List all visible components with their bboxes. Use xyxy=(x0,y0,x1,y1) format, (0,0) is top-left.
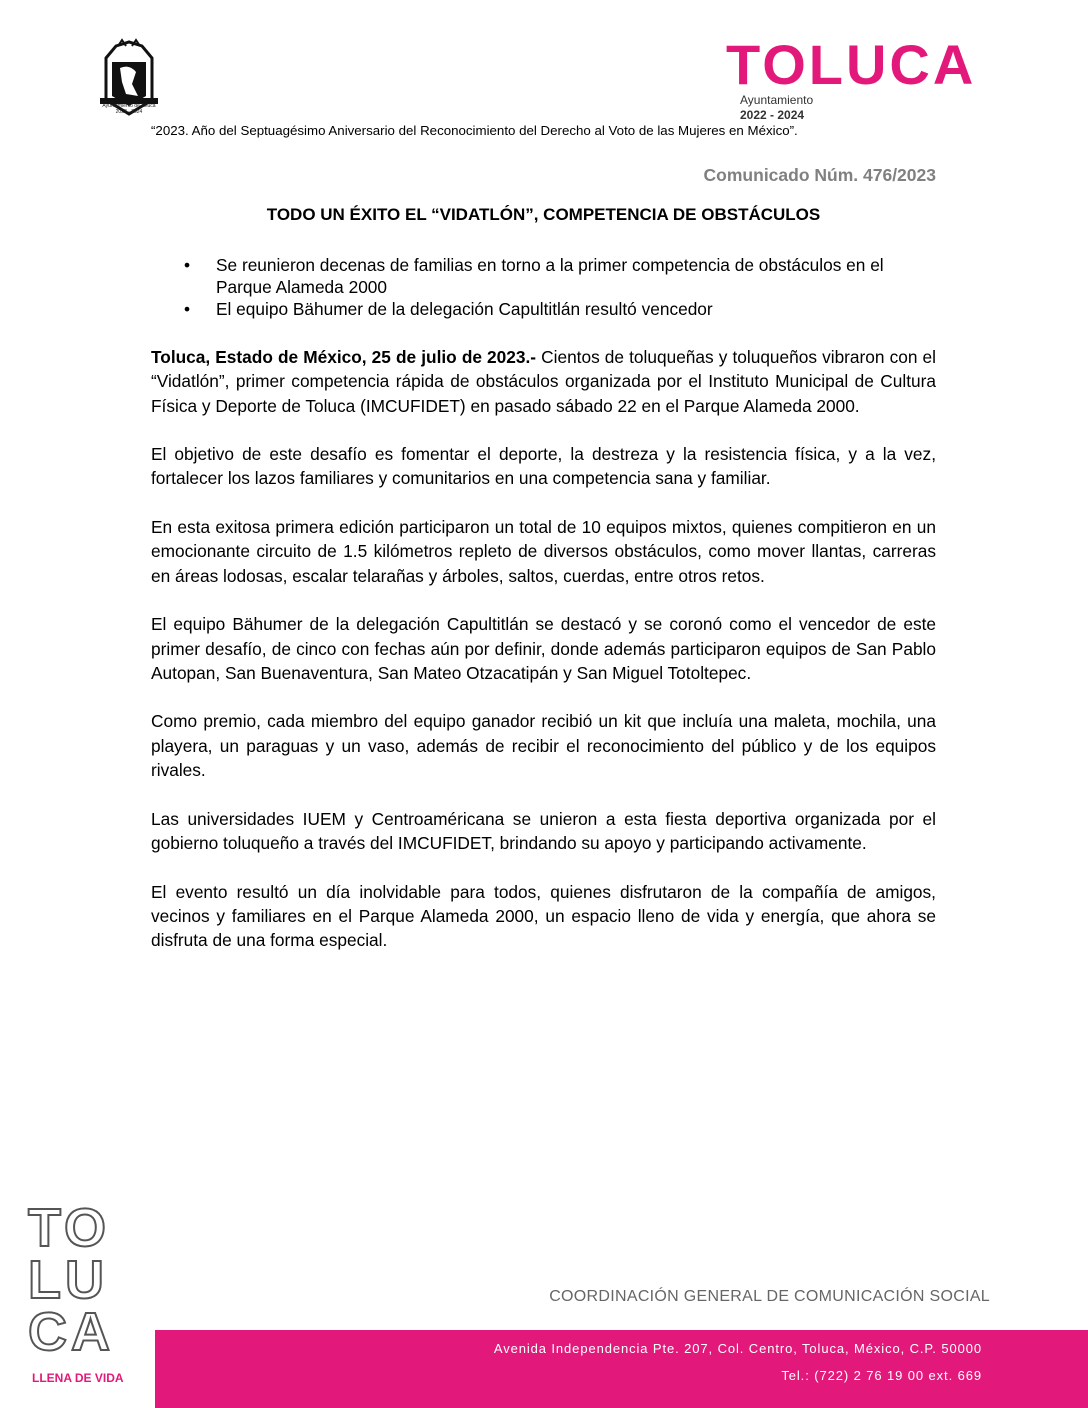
article-body xyxy=(151,345,936,977)
release-number: Comunicado Núm. 476/2023 xyxy=(703,165,936,185)
toluca-footer-logo xyxy=(26,1194,142,1390)
seal-caption-line1: Ayuntamiento de Toluca xyxy=(102,103,156,109)
footer-logo-row2: LU xyxy=(28,1250,108,1310)
footer-logo-row1: TO xyxy=(28,1198,111,1258)
address: Avenida Independencia Pte. 207, Col. Centro, Toluca, México, C.P. 50000 xyxy=(493,1341,982,1356)
phone: Tel.: (722) 2 76 19 00 ext. 669 xyxy=(781,1368,982,1383)
paragraph: Las universidades IUEM y Centroaméricana se unieron a esta fiesta deportiva organizada por el gobierno toluqueño a través del IMCUFIDET, brindando su apoyo y participando activamente. xyxy=(151,808,936,853)
paragraph: En esta exitosa primera edición participaron un total de 10 equipos mixtos, quienes compitieron en un emocionante circuito de 1.5 kilómetros repleto de diversos obstáculos, como mover llantas, carreras en áreas lodosas, escalar telarañas y árboles, saltos, cuerdas, entre otros retos. xyxy=(151,517,936,586)
toluca-logo-word: TOLUCA xyxy=(726,34,977,96)
bullet-item: • Se reunieron decenas de familias en torno a la primer competencia de obstáculos en el Parque Alameda 2000 xyxy=(180,254,940,298)
footer-logo-tagline: LLENA DE VIDA xyxy=(32,1371,124,1385)
year-motto: “2023. Año del Septuagésimo Aniversario del Reconocimiento del Derecho al Voto de las Mujeres en México”. xyxy=(151,123,798,138)
bullet-item: • El equipo Bähumer de la delegación Capultitlán resultó vencedor xyxy=(180,298,940,320)
paragraph: El equipo Bähumer de la delegación Capultitlán se destacó y se coronó como el vencedor de este primer desafío, de cinco con fechas aún por definir, donde además participaron equipos de San Pablo Autopan, San Buenaventura, San Mateo Otzacatipán y San Miguel Totoltepec. xyxy=(151,614,936,683)
toluca-logo-sub1: Ayuntamiento xyxy=(740,93,814,107)
toluca-logo-sub2: 2022 - 2024 xyxy=(740,108,805,122)
paragraph: Como premio, cada miembro del equipo ganador recibió un kit que incluía una maleta, mochila, una playera, un paraguas y un vaso, además de recibir el reconocimiento del público y de los equipos rivales. xyxy=(151,711,936,781)
summary-bullets xyxy=(180,254,940,320)
paragraph xyxy=(151,345,936,418)
seal-caption-line2: 2022 - 2024 xyxy=(115,109,143,115)
footer-logo-row3: CA xyxy=(28,1302,114,1362)
headline: TODO UN ÉXITO EL “VIDATLÓN”, COMPETENCIA DE OBSTÁCULOS xyxy=(266,205,821,224)
seal-caption xyxy=(86,103,172,115)
paragraph: El objetivo de este desafío es fomentar el deporte, la destreza y la resistencia física, y a la vez, fortalecer los lazos familiares y comunitarios en una competencia sana y familiar. xyxy=(151,444,936,489)
coordination-label: COORDINACIÓN GENERAL DE COMUNICACIÓN SOCIAL xyxy=(549,1288,990,1305)
paragraph: El evento resultó un día inolvidable para todos, quienes disfrutaron de la compañía de amigos, vecinos y familiares en el Parque Alameda 2000, un espacio lleno de vida y energía, que ahora se disfruta de una forma especial. xyxy=(151,881,936,951)
toluca-header-logo xyxy=(724,34,984,126)
paragraph-text: Cientos de toluqueñas y toluqueños vibraron con el “Vidatlón”, primer competencia rápida de obstáculos organizada por el Instituto Municipal de Cultura Física y Deporte de Toluca (IMCUFIDET) en pasado sábado 22 en el Parque Alameda 2000. xyxy=(151,347,936,416)
dateline: Toluca, Estado de México, 25 de julio de 2023.- xyxy=(151,347,537,367)
